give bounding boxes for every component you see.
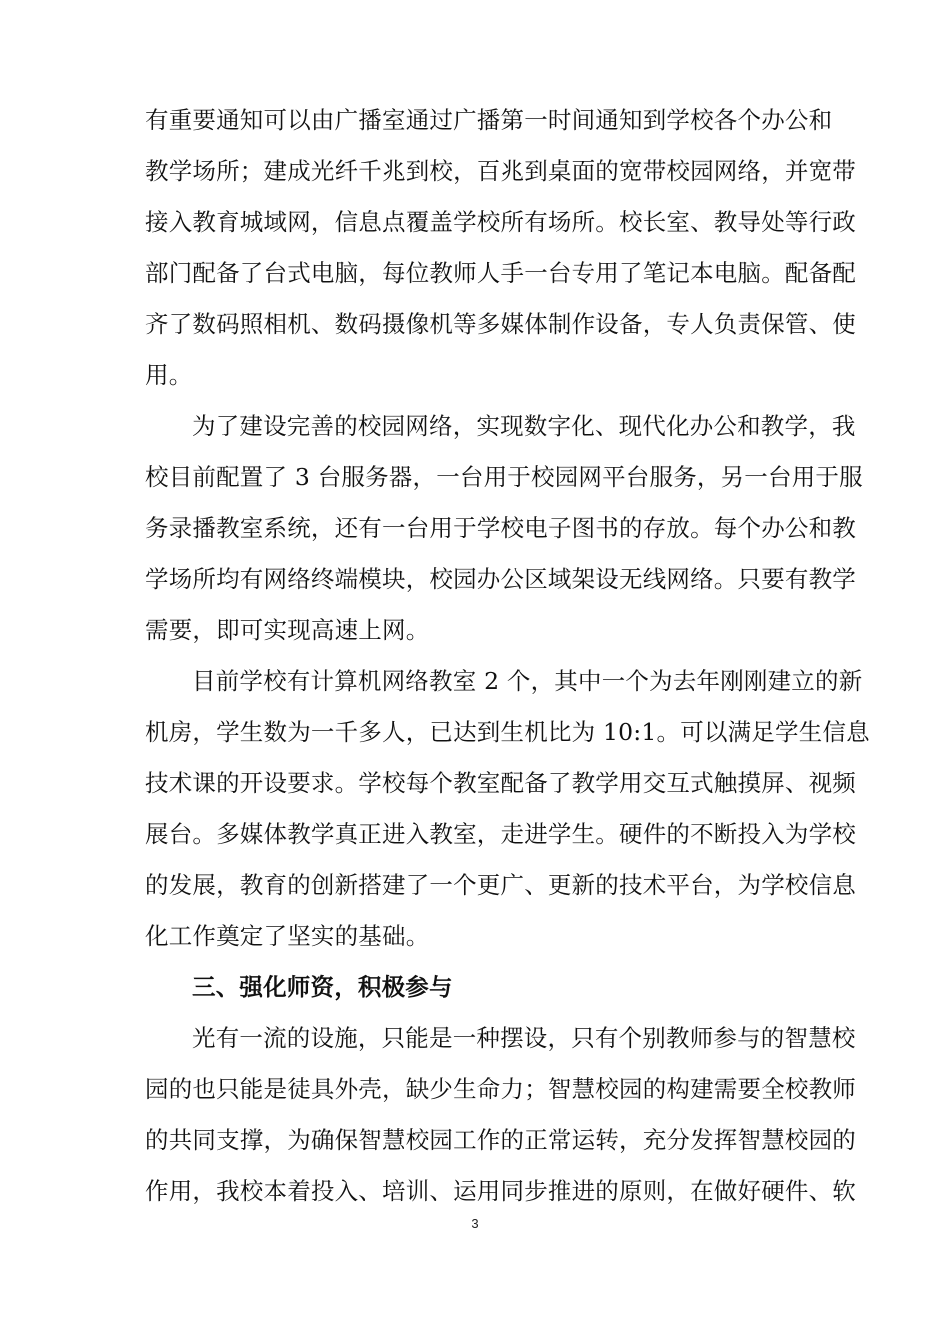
text-line: 有重要通知可以由广播室通过广播第一时间通知到学校各个办公和 <box>145 106 833 134</box>
text-line: 作用，我校本着投入、培训、运用同步推进的原则，在做好硬件、软 <box>145 1177 856 1205</box>
text-line: 需要，即可实现高速上网。 <box>145 616 430 644</box>
text-line: 技术课的开设要求。学校每个教室配备了教学用交互式触摸屏、视频 <box>145 769 856 797</box>
text-line: 化工作奠定了坚实的基础。 <box>145 922 430 950</box>
text-line: 部门配备了台式电脑，每位教师人手一台专用了笔记本电脑。配备配 <box>145 259 856 287</box>
paragraph-first-line: 光有一流的设施，只能是一种摆设，只有个别教师参与的智慧校 <box>192 1024 856 1052</box>
text-line: 务录播教室系统，还有一台用于学校电子图书的存放。每个办公和教 <box>145 514 856 542</box>
text-line: 接入教育城域网，信息点覆盖学校所有场所。校长室、教导处等行政 <box>145 208 856 236</box>
text-line: 的发展，教育的创新搭建了一个更广、更新的技术平台，为学校信息 <box>145 871 856 899</box>
section-heading: 三、强化师资，积极参与 <box>192 973 453 1001</box>
paragraph-first-line: 为了建设完善的校园网络，实现数字化、现代化办公和教学，我 <box>192 412 856 440</box>
text-line: 学场所均有网络终端模块，校园办公区域架设无线网络。只要有教学 <box>145 565 856 593</box>
text-line: 机房，学生数为一千多人，已达到生机比为 10:1。可以满足学生信息 <box>145 718 870 746</box>
text-line: 校目前配置了 3 台服务器，一台用于校园网平台服务，另一台用于服 <box>145 463 863 491</box>
text-line: 园的也只能是徒具外壳，缺少生命力；智慧校园的构建需要全校教师 <box>145 1075 856 1103</box>
paragraph-first-line: 目前学校有计算机网络教室 2 个，其中一个为去年刚刚建立的新 <box>192 667 863 695</box>
text-line: 齐了数码照相机、数码摄像机等多媒体制作设备，专人负责保管、使 <box>145 310 856 338</box>
text-line: 的共同支撑，为确保智慧校园工作的正常运转，充分发挥智慧校园的 <box>145 1126 856 1154</box>
text-line: 教学场所；建成光纤千兆到校，百兆到桌面的宽带校园网络，并宽带 <box>145 157 856 185</box>
text-line: 展台。多媒体教学真正进入教室，走进学生。硬件的不断投入为学校 <box>145 820 856 848</box>
text-line: 用。 <box>145 361 193 389</box>
document-body <box>145 100 870 1222</box>
page-number: 3 <box>471 1216 479 1231</box>
